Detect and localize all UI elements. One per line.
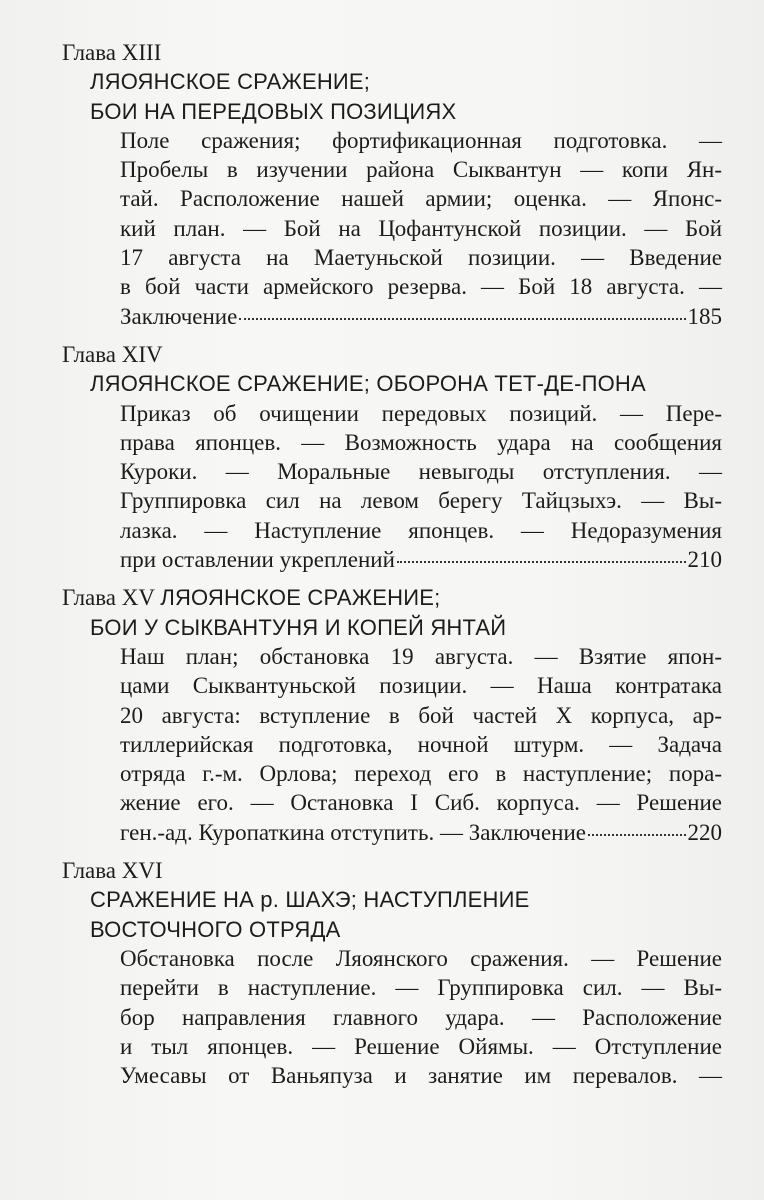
page-number: 220	[687, 819, 722, 845]
summary-line: Обстановка после Ляоянского сражения. — Решение	[120, 945, 722, 971]
chapter-title-line: ВОСТОЧНОГО ОТРЯДА	[90, 916, 341, 942]
chapter-title-line: БОИ НА ПЕРЕДОВЫХ ПОЗИЦИЯХ	[90, 98, 457, 124]
summary-last-line	[120, 545, 722, 574]
chapter-title-line: СРАЖЕНИЕ НА р. ШАХЭ; НАСТУПЛЕНИЕ	[90, 887, 530, 913]
summary-line: Наш план; обстановка 19 августа. — Взятие япон-	[120, 643, 722, 669]
chapter-summary	[62, 126, 722, 331]
table-of-contents	[62, 38, 722, 1090]
chapter-13	[62, 38, 722, 331]
chapter-title-inline: ЛЯОЯНСКОЕ СРАЖЕНИЕ;	[160, 585, 441, 611]
chapter-16	[62, 856, 722, 1090]
summary-line: 17 августа на Маетуньской позиции. — Введение	[120, 245, 722, 271]
dot-leader	[239, 318, 685, 320]
summary-line: Заключение	[120, 303, 238, 329]
summary-last-line	[120, 818, 722, 847]
chapter-title-line: ЛЯОЯНСКОЕ СРАЖЕНИЕ;	[90, 69, 371, 95]
summary-line: Куроки. — Моральные невыгоды отступления. —	[120, 459, 722, 485]
summary-line: ген.-ад. Куропаткина отступить. — Заключение	[120, 819, 586, 845]
summary-line: отряда г.-м. Орлова; переход его в наступление; пора-	[120, 761, 722, 787]
chapter-label: Глава XVI	[62, 858, 163, 884]
summary-line: тиллерийская подготовка, ночной штурм. — Задача	[120, 731, 722, 757]
summary-line: цами Сыквантуньской позиции. — Наша контратака	[120, 673, 722, 699]
dot-leader	[588, 834, 686, 836]
summary-line: в бой части армейского резерва. — Бой 18 августа. —	[120, 274, 722, 300]
dot-leader	[397, 561, 686, 563]
summary-line: Пробелы в изучении района Сыквантун — копи Ян-	[120, 157, 722, 183]
summary-last-line	[120, 302, 722, 331]
summary-line: Умесавы от Ваньяпуза и занятие им перевалов. —	[120, 1063, 722, 1089]
summary-line: права японцев. — Возможность удара на сообщения	[120, 429, 722, 455]
chapter-label: Глава XIII	[62, 40, 162, 65]
chapter-title-line: БОИ У СЫКВАНТУНЯ И КОПЕЙ ЯНТАЙ	[90, 614, 507, 640]
summary-line: Группировка сил на левом берегу Тайцзыхэ. — Вы-	[120, 488, 722, 514]
summary-line: перейти в наступление. — Группировка сил. — Вы-	[120, 975, 722, 1001]
chapter-label: Глава XV	[62, 585, 155, 611]
summary-line: и тыл японцев. — Решение Ойямы. — Отступление	[120, 1033, 722, 1059]
summary-line: бор направления главного удара. — Расположение	[120, 1004, 722, 1030]
chapter-summary	[62, 944, 722, 1090]
chapter-label: Глава XIV	[62, 341, 163, 367]
chapter-summary	[62, 399, 722, 575]
summary-line: Поле сражения; фортификационная подготовка. —	[120, 127, 722, 153]
page-number: 185	[687, 303, 722, 329]
chapter-label-row	[62, 583, 722, 612]
summary-line: Приказ об очищении передовых позиций. — Пере-	[120, 400, 722, 426]
summary-line: тай. Расположение нашей армии; оценка. — Японс-	[120, 186, 722, 212]
summary-line: лазка. — Наступление японцев. — Недоразумения	[120, 517, 722, 543]
chapter-summary	[62, 642, 722, 847]
summary-line: жение его. — Остановка I Сиб. корпуса. — Решение	[120, 790, 722, 816]
summary-line: 20 августа: вступление в бой частей X корпуса, ар-	[120, 702, 722, 728]
page-number: 210	[687, 547, 722, 573]
summary-line: при оставлении укреплений	[120, 547, 395, 573]
chapter-title-line: ЛЯОЯНСКОЕ СРАЖЕНИЕ; ОБОРОНА ТЕТ-ДЕ-ПОНА	[90, 371, 646, 397]
summary-line: кий план. — Бой на Цофантунской позиции. — Бой	[120, 215, 722, 241]
chapter-15	[62, 583, 722, 847]
chapter-14	[62, 340, 722, 574]
